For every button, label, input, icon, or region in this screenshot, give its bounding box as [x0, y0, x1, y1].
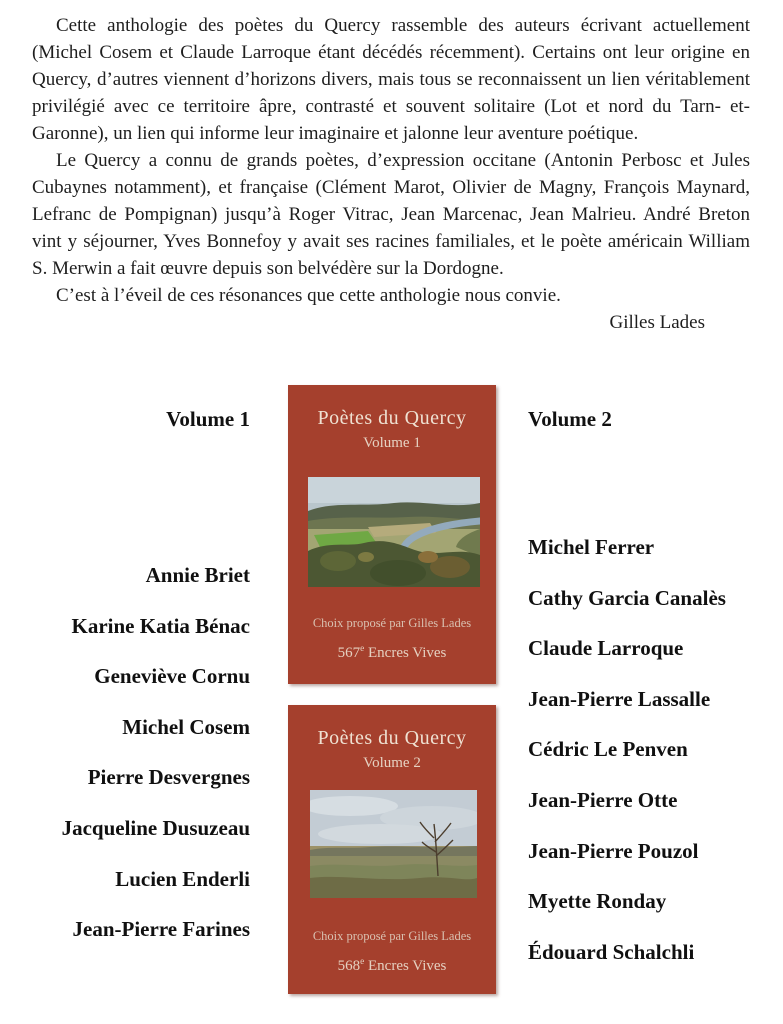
cover2-edition-suffix: e: [360, 957, 365, 967]
volume2-author-list: [528, 522, 778, 977]
author-name: Pierre Desvergnes: [87, 765, 250, 790]
author-name: Jacqueline Dusuzeau: [61, 815, 250, 840]
cover2-edition-series: Encres Vives: [368, 958, 447, 974]
cover1-landscape-photo: [308, 477, 480, 587]
intro-paragraph-1: Cette anthologie des poètes du Quercy rassemble des auteurs écrivant actuellement (Michel Cosem et Claude Larroque étant décédés récemment). Certains ont leur origine en Quercy, d’autres viennent d’horizons divers, mais tous se reconnaissent un lien véritablement privilégié avec ce territoire âpre, contrasté et souvent solitaire (Lot et nord du Tarn- et-Garonne), un lien qui informe leur imaginaire et jalonne leur aventure poétique.: [32, 15, 750, 144]
author-name: Cathy Garcia Canalès: [528, 585, 726, 610]
author-name: Jean-Pierre Pouzol: [528, 838, 699, 863]
author-name: Jean-Pierre Lassalle: [528, 686, 711, 711]
author-name: Myette Ronday: [528, 889, 667, 914]
author-name: Karine Katia Bénac: [71, 613, 250, 638]
cover1-edition-series: Encres Vives: [368, 645, 447, 661]
author-signature: Gilles Lades: [609, 312, 705, 333]
book-cover-volume1: [288, 385, 496, 684]
cover1-edition-line: [288, 644, 496, 662]
cover1-credit-line: Choix proposé par Gilles Lades: [312, 616, 472, 630]
volume2-heading: Volume 2: [528, 407, 612, 431]
intro-paragraph-3: C’est à l’éveil de ces résonances que cette anthologie nous convie.: [56, 285, 561, 306]
author-name: Édouard Schalchli: [528, 939, 695, 964]
cover1-title: Poètes du Quercy: [317, 407, 467, 429]
cover2-landscape-photo: [310, 790, 477, 898]
intro-paragraph-2: Le Quercy a connu de grands poètes, d’expression occitane (Antonin Perbosc et Jules Cubaynes notamment), et française (Clément Marot, Olivier de Magny, François Maynard, Lefranc de Pompignan) jusqu’à Roger Vitrac, Jean Marcenac, Jean Malrieu. André Breton vint y séjourner, Yves Bonnefoy y avait ses racines familiales, et le poète américain William S. Merwin a fait œuvre depuis son belvédère sur la Dordogne.: [32, 150, 750, 279]
cover2-edition-number: 568: [337, 958, 361, 974]
author-name: Annie Briet: [145, 563, 250, 587]
cover2-credit-line: Choix proposé par Gilles Lades: [312, 929, 472, 943]
cover1-edition-number: 567: [337, 645, 361, 661]
author-name: Cédric Le Penven: [528, 737, 688, 762]
volume1-heading: Volume 1: [166, 407, 250, 431]
author-name: Geneviève Cornu: [94, 664, 250, 689]
author-name: Jean-Pierre Otte: [528, 787, 678, 812]
author-name: Claude Larroque: [528, 636, 684, 661]
cover2-subtitle: Volume 2: [363, 755, 421, 771]
intro-text-block: [32, 12, 750, 336]
cover2-title: Poètes du Quercy: [317, 727, 467, 749]
author-name: Michel Cosem: [122, 714, 250, 739]
author-name: Lucien Enderli: [115, 866, 250, 891]
volume1-author-list: [0, 550, 250, 955]
book-cover-volume2: [288, 705, 496, 994]
cover1-edition-suffix: e: [360, 644, 365, 654]
cover2-edition-line: [288, 957, 496, 975]
author-name: Jean-Pierre Farines: [72, 917, 250, 942]
author-name: Michel Ferrer: [528, 535, 655, 559]
cover1-subtitle: Volume 1: [363, 435, 421, 451]
